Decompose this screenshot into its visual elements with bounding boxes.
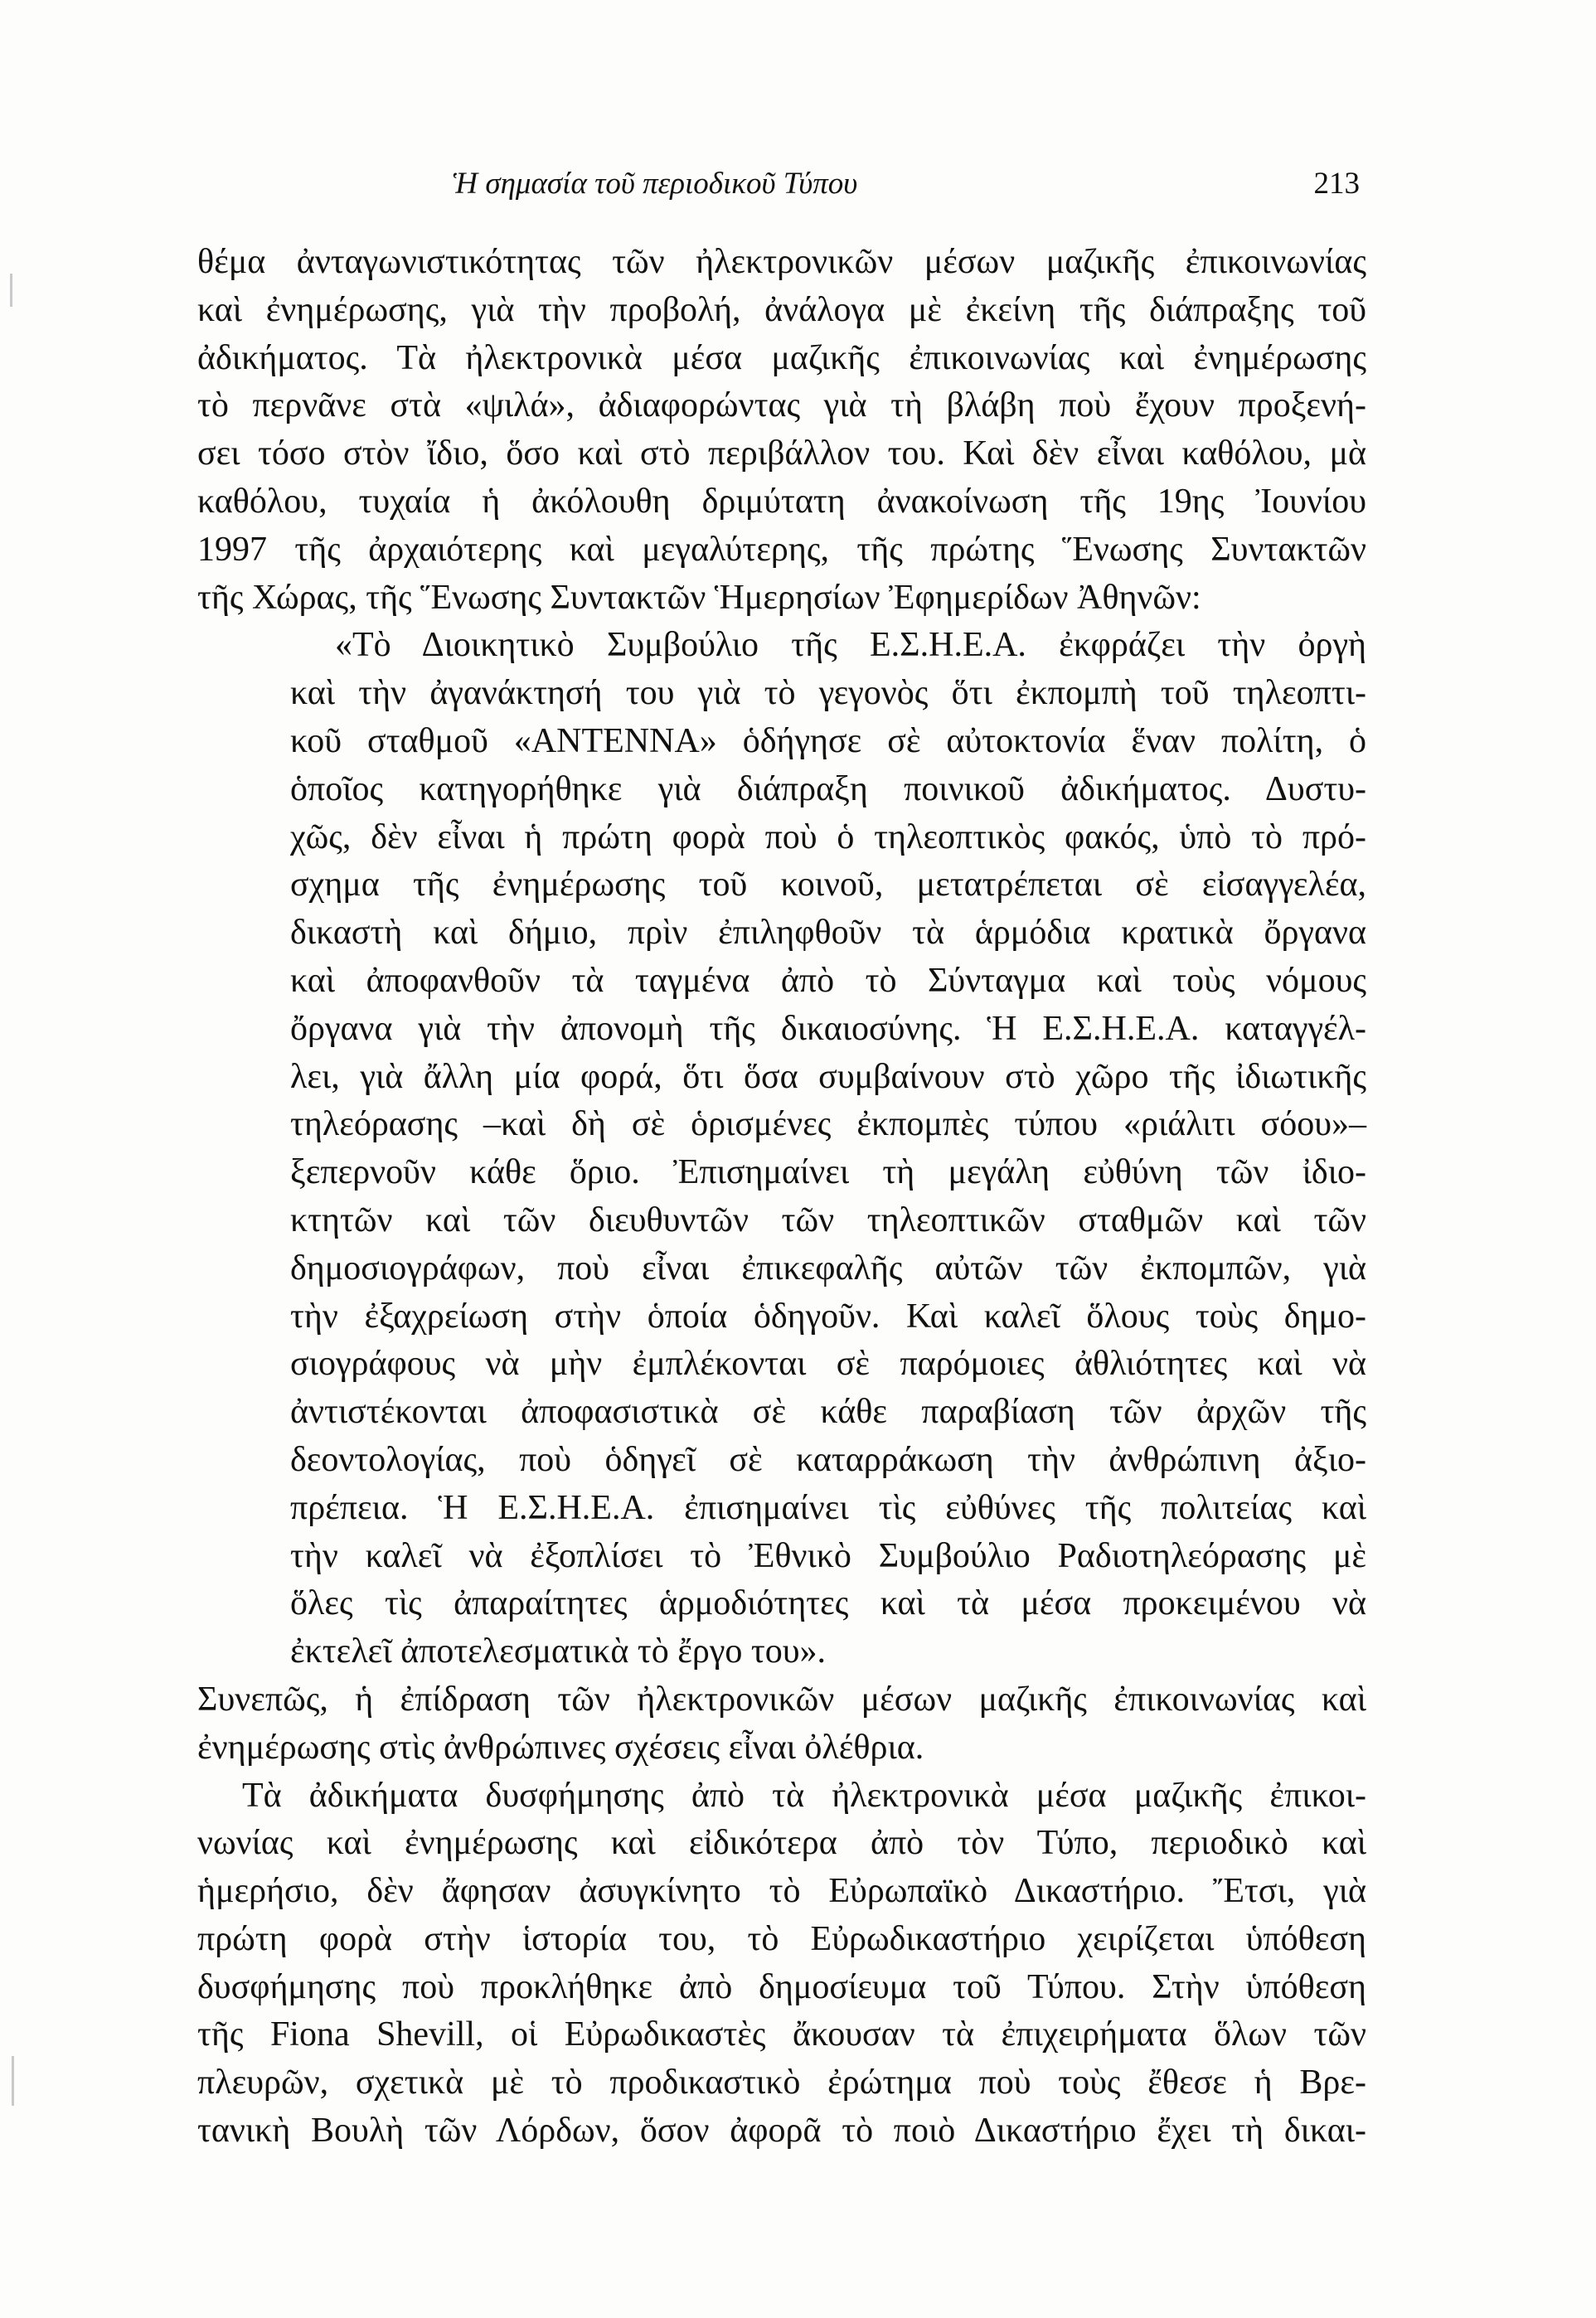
text-line: σει τόσο στὸν ἴδιο, ὅσο καὶ στὸ περιβάλλον του. Καὶ δὲν εἶναι καθόλου, μὰ — [197, 434, 1366, 473]
text-line: νωνίας καὶ ἐνημέρωσης καὶ εἰδικότερα ἀπὸ τὸν Τύπο, περιοδικὸ καὶ — [197, 1824, 1366, 1863]
opening-paragraph — [197, 239, 1366, 622]
text-line: ἀδικήματος. Τὰ ἠλεκτρονικὰ μέσα μαζικῆς ἐπικοινωνίας καὶ ἐνημέρωσης — [197, 338, 1366, 377]
quote-line: δημοσιογράφων, ποὺ εἶναι ἐπικεφαλῆς αὐτῶν τῶν ἐκπομπῶν, γιὰ — [290, 1249, 1366, 1288]
quote-line: σιογράφους νὰ μὴν ἐμπλέκονται σὲ παρόμοιες ἀθλιότητες καὶ νὰ — [290, 1345, 1366, 1384]
running-head — [0, 159, 1596, 209]
quote-line: κοῦ σταθμοῦ «ANTENNA» ὁδήγησε σὲ αὐτοκτονία ἕναν πολίτη, ὁ — [290, 721, 1366, 760]
text-line: καὶ ἐνημέρωσης, γιὰ τὴν προβολή, ἀνάλογα μὲ ἐκείνη τῆς διάπραξης τοῦ — [197, 290, 1366, 329]
text-line: τὸ περνᾶνε στὰ «ψιλά», ἀδιαφορώντας γιὰ τὴ βλάβη ποὺ ἔχουν προξενή- — [197, 386, 1366, 425]
text-line: θέμα ἀνταγωνιστικότητας τῶν ἠλεκτρονικῶν μέσων μαζικῆς ἐπικοινωνίας — [197, 243, 1366, 281]
quote-line: δικαστὴ καὶ δήμιο, πρὶν ἐπιληφθοῦν τὰ ἁρμόδια κρατικὰ ὄργανα — [290, 914, 1366, 953]
scan-edge-mark-left — [10, 274, 12, 307]
quote-line: λει, γιὰ ἄλλη μία φορά, ὅτι ὅσα συμβαίνουν στὸ χῶρο τῆς ἰδιωτικῆς — [290, 1057, 1366, 1096]
text-line: τανικὴ Βουλὴ τῶν Λόρδων, ὅσον ἀφορᾶ τὸ ποιὸ Δικαστήριο ἔχει τὴ δικαι- — [197, 2112, 1366, 2151]
post-quote-paragraph — [197, 1676, 1366, 1772]
text-line: πλευρῶν, σχετικὰ μὲ τὸ προδικαστικὸ ἐρώτημα ποὺ τοὺς ἔθεσε ἡ Βρε- — [197, 2063, 1366, 2102]
quote-line: τὴν ἐξαχρείωση στὴν ὁποία ὁδηγοῦν. Καὶ καλεῖ ὅλους τοὺς δημο- — [290, 1297, 1366, 1336]
quote-line: ἀντιστέκονται ἀποφασιστικὰ σὲ κάθε παραβίαση τῶν ἀρχῶν τῆς — [290, 1393, 1366, 1432]
quote-line: καὶ ἀποφανθοῦν τὰ ταγμένα ἀπὸ τὸ Σύνταγμα καὶ τοὺς νόμους — [290, 961, 1366, 1000]
quote-line: τὴν καλεῖ νὰ ἐξοπλίσει τὸ Ἐθνικὸ Συμβούλιο Ραδιοτηλεόρασης μὲ — [290, 1536, 1366, 1575]
quote-line: ὅλες τὶς ἀπαραίτητες ἁρμοδιότητες καὶ τὰ μέσα προκειμένου νὰ — [290, 1584, 1366, 1623]
quote-line: ὁποῖος κατηγορήθηκε γιὰ διάπραξη ποινικοῦ ἀδικήματος. Δυστυ- — [290, 769, 1366, 808]
text-line: 1997 τῆς ἀρχαιότερης καὶ μεγαλύτερης, τῆς πρώτης Ἕνωσης Συντακτῶν — [197, 530, 1366, 569]
text-line: τῆς Fiona Shevill, οἱ Εὐρωδικαστὲς ἄκουσαν τὰ ἐπιχειρήματα ὅλων τῶν — [197, 2015, 1366, 2054]
final-paragraph — [197, 1772, 1366, 2156]
scan-edge-mark-left-lower — [12, 2056, 14, 2106]
text-line: ἡμερήσιο, δὲν ἄφησαν ἀσυγκίνητο τὸ Εὐρωπαϊκὸ Δικαστήριο. Ἔτσι, γιὰ — [197, 1872, 1366, 1911]
text-line: δυσφήμησης ποὺ προκλήθηκε ἀπὸ δημοσίευμα τοῦ Τύπου. Στὴν ὑπόθεση — [197, 1967, 1366, 2006]
body-text — [197, 239, 1366, 2156]
quote-line: ξεπερνοῦν κάθε ὅριο. Ἐπισημαίνει τὴ μεγάλη εὐθύνη τῶν ἰδιο- — [290, 1153, 1366, 1192]
quote-line: ἐκτελεῖ ἀποτελεσματικὰ τὸ ἔργο του». — [290, 1632, 827, 1671]
quote-line: καὶ τὴν ἀγανάκτησή του γιὰ τὸ γεγονὸς ὅτι ἐκπομπὴ τοῦ τηλεοπτι- — [290, 674, 1366, 713]
quote-line: κτητῶν καὶ τῶν διευθυντῶν τῶν τηλεοπτικῶν σταθμῶν καὶ τῶν — [290, 1200, 1366, 1239]
text-line: Τὰ ἀδικήματα δυσφήμησης ἀπὸ τὰ ἠλεκτρονικὰ μέσα μαζικῆς ἐπικοι- — [242, 1776, 1366, 1815]
quote-line: ὄργανα γιὰ τὴν ἀπονομὴ τῆς δικαιοσύνης. Ἡ Ε.Σ.Η.Ε.Α. καταγγέλ- — [290, 1009, 1366, 1048]
text-line: Συνεπῶς, ἡ ἐπίδραση τῶν ἠλεκτρονικῶν μέσων μαζικῆς ἐπικοινωνίας καὶ — [197, 1680, 1366, 1719]
quote-line: σχημα τῆς ἐνημέρωσης τοῦ κοινοῦ, μετατρέπεται σὲ εἰσαγγελέα, — [290, 866, 1366, 904]
text-line: πρώτη φορὰ στὴν ἱστορία του, τὸ Εὐρωδικαστήριο χειρίζεται ὑπόθεση — [197, 1919, 1366, 1958]
text-line: ἐνημέρωσης στὶς ἀνθρώπινες σχέσεις εἶναι ὀλέθρια. — [197, 1728, 924, 1767]
running-title: Ἡ σημασία τοῦ περιοδικοῦ Τύπου — [452, 167, 858, 201]
text-line: τῆς Χώρας, τῆς Ἕνωσης Συντακτῶν Ἡμερησίων Ἐφημερίδων Ἀθηνῶν: — [197, 578, 1201, 617]
block-quote — [197, 622, 1366, 1676]
text-line: καθόλου, τυχαία ἡ ἀκόλουθη δριμύτατη ἀνακοίνωση τῆς 19ης Ἰουνίου — [197, 482, 1366, 521]
quote-line: δεοντολογίας, ποὺ ὁδηγεῖ σὲ καταρράκωση τὴν ἀνθρώπινη ἀξιο- — [290, 1440, 1366, 1479]
quote-line: πρέπεια. Ἡ Ε.Σ.Η.Ε.Α. ἐπισημαίνει τὶς εὐθύνες τῆς πολιτείας καὶ — [290, 1488, 1366, 1527]
quote-line: χῶς, δὲν εἶναι ἡ πρώτη φορὰ ποὺ ὁ τηλεοπτικὸς φακός, ὑπὸ τὸ πρό- — [290, 817, 1366, 856]
quote-line: τηλεόρασης –καὶ δὴ σὲ ὁρισμένες ἐκπομπὲς τύπου «ριάλιτι σόου»– — [290, 1105, 1366, 1144]
quote-line: «Τὸ Διοικητικὸ Συμβούλιο τῆς Ε.Σ.Η.Ε.Α. ἐκφράζει τὴν ὀργὴ — [335, 626, 1366, 665]
page-number: 213 — [1313, 167, 1360, 201]
